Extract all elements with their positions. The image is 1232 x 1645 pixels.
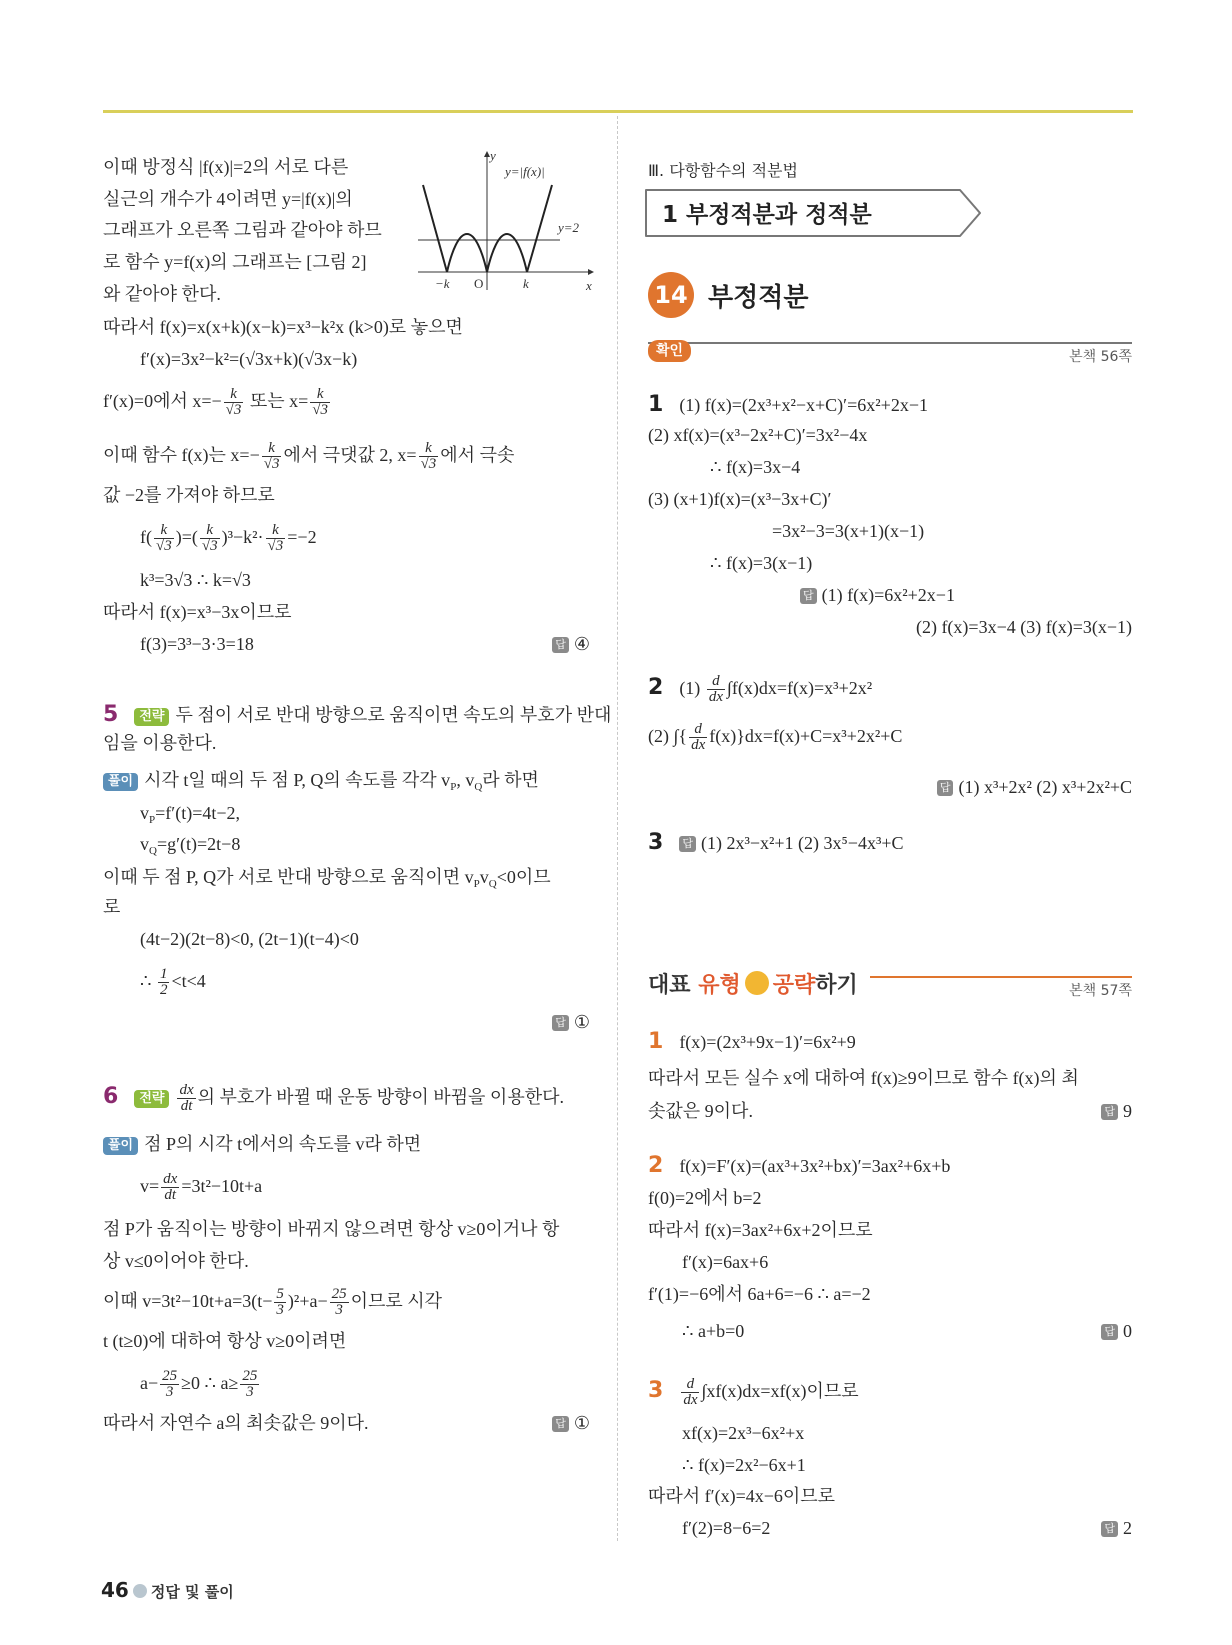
text-segment: f(: [140, 527, 152, 547]
text-line: [103, 279, 221, 309]
denominator: 3: [276, 1302, 284, 1319]
numerator: k: [154, 523, 174, 539]
denominator: dx: [708, 689, 723, 706]
check-page-ref: 본책 56쪽: [1069, 349, 1132, 365]
heading-word: 공략: [772, 973, 816, 998]
text-segment: f′(x)=3x²−k²=(√3x+k)(√3x−k): [140, 349, 358, 369]
text-line: [103, 247, 367, 277]
text-segment: 따라서 자연수 a의 최솟값은 9이다.: [103, 1413, 369, 1433]
text-line: [103, 152, 348, 182]
text-segment: (1) f(x)=(2x³+x²−x+C)′=6x²+2x−1: [679, 395, 928, 415]
column-divider: [617, 116, 618, 1541]
answer-line: [1101, 1316, 1132, 1346]
problem-number: 1: [648, 392, 664, 417]
text-segment: 로 함수 y=f(x)의 그래프는 [그림 2]: [103, 252, 367, 272]
fraction: [274, 1287, 286, 1318]
text-line: [648, 1376, 859, 1409]
text-line: [648, 1279, 871, 1309]
check-tag: 확인: [648, 340, 691, 362]
text-segment: =3t²−10t+a: [181, 1176, 263, 1196]
fraction: [240, 1369, 259, 1400]
x-axis-label: x: [586, 278, 592, 293]
text-line: [140, 1368, 261, 1401]
problem-number: 2: [648, 1153, 664, 1178]
text-segment: f(x)=(2x³+9x−1)′=6x²+9: [679, 1032, 856, 1052]
curve-label: y=|f(x)|: [505, 164, 545, 179]
tick-neg-k: −k: [435, 276, 450, 291]
answer-line: [937, 772, 1132, 802]
numerator: dx: [163, 1171, 178, 1188]
problem-number: 1: [648, 1029, 664, 1054]
denominator: 3: [335, 1302, 343, 1319]
subscript: P: [450, 781, 457, 793]
text-segment: (1) x³+2x² (2) x³+2x²+C: [958, 777, 1132, 797]
text-segment: f(x)}dx=f(x)+C=x³+2x²+C: [709, 726, 903, 746]
subscript: Q: [149, 845, 157, 857]
subscript: P: [149, 814, 156, 826]
text-segment: f(0)=2에서 b=2: [648, 1188, 762, 1208]
text-segment: v: [140, 834, 149, 854]
numerator: 5: [276, 1286, 284, 1303]
fraction: [310, 387, 330, 418]
text-segment: ∴: [140, 971, 156, 991]
tick-k: k: [523, 276, 529, 291]
text-segment: )=(: [175, 527, 198, 547]
heading-word: 대표: [648, 973, 691, 998]
problem-number: 3: [648, 830, 664, 855]
text-segment: v: [479, 867, 489, 887]
text-segment: ∫f(x)dx=f(x)=x³+2x²: [726, 678, 873, 698]
denominator: dx: [691, 737, 706, 754]
numerator: d: [689, 722, 707, 738]
text-line: [103, 700, 611, 730]
answer-badge: 답: [679, 836, 696, 852]
text-line: [682, 1513, 770, 1543]
text-segment: k³=3√3 ∴ k=√3: [140, 570, 251, 590]
solution-tag: 풀이: [103, 1137, 138, 1155]
chapter-heading: Ⅲ. 다항함수의 적분법: [648, 161, 798, 180]
text-line: [103, 862, 551, 892]
text-segment: =f′(t)=4t−2,: [155, 803, 241, 823]
text-line: [140, 829, 240, 859]
text-segment: (2) xf(x)=(x³−2x²+C)′=3x²−4x: [648, 425, 868, 445]
type-strategy-heading: [648, 968, 858, 999]
text-segment: 따라서 모든 실수 x에 대하여 f(x)≥9이므로 함수 f(x)의 최: [648, 1068, 1079, 1088]
text-segment: =g′(t)=2t−8: [156, 834, 241, 854]
numerator: dx: [179, 1082, 194, 1099]
fraction: [161, 1172, 179, 1203]
answer-line: [1101, 1096, 1132, 1126]
text-segment: 솟값은 9이다.: [648, 1101, 753, 1121]
text-segment: a−: [140, 1373, 159, 1393]
unit-title: 부정적분: [708, 283, 809, 313]
text-segment: ∴ a+b=0: [682, 1321, 745, 1341]
text-segment: (1) f(x)=6x²+2x−1: [821, 585, 955, 605]
fraction: [707, 674, 725, 705]
text-segment: 상 v≤0이어야 한다.: [103, 1251, 249, 1271]
text-segment: xf(x)=2x³−6x²+x: [682, 1423, 805, 1443]
line-label: y=2: [558, 220, 580, 235]
text-segment: 이때 함수 f(x)는 x=−: [103, 445, 260, 465]
answer-badge: 답: [1101, 1521, 1118, 1537]
text-segment: f′(2)=8−6=2: [682, 1518, 771, 1538]
text-line: [103, 765, 539, 795]
answer-badge: 답: [552, 637, 569, 653]
text-segment: (2) f(x)=3x−4 (3) f(x)=3(x−1): [915, 617, 1132, 637]
text-segment: 와 같아야 한다.: [103, 284, 221, 304]
section-title: 1 부정적분과 정적분: [662, 202, 872, 228]
text-line: [682, 1418, 804, 1448]
text-segment: ∴ f(x)=3(x−1): [710, 553, 813, 573]
heading-word: 하기: [815, 973, 858, 998]
fraction: [266, 523, 286, 554]
footer-label: 정답 및 풀이: [150, 1583, 234, 1601]
footer: [101, 1578, 234, 1602]
numerator: 25: [162, 1368, 178, 1385]
fraction: [177, 1083, 195, 1114]
denominator: 3: [246, 1384, 254, 1401]
type-page-ref: 본책 57쪽: [1069, 983, 1132, 999]
text-segment: 따라서 f(x)=3ax²+6x+2이므로: [648, 1220, 873, 1240]
numerator: d: [707, 674, 725, 690]
text-line: [103, 480, 275, 510]
denominator: √3: [420, 456, 437, 473]
text-line: [103, 728, 216, 758]
x-axis-arrow-icon: [588, 269, 594, 275]
text-line: [648, 420, 867, 450]
text-segment: ④: [573, 634, 590, 654]
denominator: dt: [164, 1187, 177, 1204]
strategy-tag: 전략: [134, 708, 169, 726]
problem-number: 6: [103, 1084, 119, 1109]
unit-number-badge: 14: [648, 272, 694, 318]
text-line: [140, 629, 254, 659]
text-line: [103, 1286, 443, 1319]
text-segment: 0: [1123, 1321, 1132, 1341]
text-line: [103, 184, 353, 214]
text-segment: (3) (x+1)f(x)=(x³−3x+C)′: [648, 489, 832, 509]
denominator: 3: [165, 1384, 174, 1401]
numerator: 1: [159, 966, 168, 983]
fraction: [330, 1287, 349, 1318]
text-segment: 따라서 f(x)=x(x+k)(x−k)=x³−k²x (k>0)로 놓으면: [103, 317, 463, 337]
text-segment: (1) 2x³−x²+1 (2) 3x⁵−4x³+C: [700, 833, 904, 853]
text-segment: t (t≥0)에 대하여 항상 v≥0이려면: [103, 1331, 347, 1351]
text-line: [648, 1183, 762, 1213]
numerator: k: [419, 441, 439, 457]
text-segment: 점 P의 시각 t에서의 속도를 v라 하면: [144, 1134, 422, 1154]
text-line: [648, 828, 904, 858]
text-segment: 실근의 개수가 4이려면 y=|f(x)|의: [103, 189, 353, 209]
text-line: [800, 580, 955, 610]
denominator: √3: [156, 538, 172, 555]
text-line: [103, 386, 332, 419]
text-segment: 이때 방정식 |f(x)|=2의 서로 다른: [103, 157, 349, 177]
text-segment: ∴ f(x)=3x−4: [710, 457, 801, 477]
text-segment: ≥0 ∴ a≥: [181, 1373, 239, 1393]
text-segment: ∫xf(x)dx=xf(x)이므로: [701, 1381, 859, 1401]
answer-badge: 답: [552, 1015, 569, 1031]
answer-line: [552, 1408, 590, 1438]
top-rule: [103, 110, 1133, 113]
numerator: d: [681, 1377, 699, 1393]
text-segment: (2) ∫{: [648, 726, 688, 746]
solution-tag: 풀이: [103, 773, 138, 791]
denominator: √3: [263, 456, 280, 473]
text-segment: 두 점이 서로 반대 방향으로 움직이면 속도의 부호가 반대: [175, 705, 612, 725]
text-segment: 에서 극댓값 2, x=: [283, 445, 417, 465]
denominator: √3: [267, 538, 284, 555]
text-line: [140, 798, 240, 828]
problem-number: 5: [103, 702, 119, 727]
text-segment: 에서 극솟: [440, 445, 515, 465]
text-segment: )³−k²·: [221, 527, 264, 547]
problem-number: 2: [648, 675, 664, 700]
text-segment: ∴ f(x)=2x²−6x+1: [682, 1455, 806, 1475]
numerator: k: [262, 441, 282, 457]
text-segment: f′(1)=−6에서 6a+6=−6 ∴ a=−2: [648, 1284, 871, 1304]
fraction: [154, 523, 174, 554]
denominator: √3: [201, 538, 218, 555]
subscript: Q: [488, 878, 497, 890]
text-segment: <0이므: [496, 867, 551, 887]
fraction: [262, 441, 282, 472]
text-segment: 로: [103, 897, 121, 917]
text-line: [648, 721, 903, 754]
y-axis-label: y: [490, 150, 496, 163]
text-segment: f(x)=F′(x)=(ax³+3x²+bx)′=3ax²+6x+b: [679, 1156, 951, 1176]
text-segment: 이므로 시각: [350, 1291, 443, 1311]
answer-badge: 답: [937, 780, 954, 796]
text-segment: 임을 이용한다.: [103, 733, 217, 753]
text-line: [103, 1129, 421, 1159]
text-segment: (4t−2)(2t−8)<0, (2t−1)(t−4)<0: [140, 929, 359, 949]
heading-word: 유형: [698, 973, 741, 998]
text-line: [648, 390, 928, 420]
text-line: [140, 344, 357, 374]
text-segment: f′(x)=0에서 x=−: [103, 391, 222, 411]
lightbulb-icon: [745, 971, 769, 995]
text-segment: =3x²−3=3(x+1)(x−1): [772, 521, 925, 541]
answer-line: [552, 1007, 590, 1037]
text-segment: 2: [1123, 1518, 1132, 1538]
denominator: dt: [180, 1098, 193, 1115]
text-segment: <t<4: [171, 971, 206, 991]
numerator: 25: [242, 1368, 258, 1385]
text-line: [710, 548, 812, 578]
problem-number: 3: [648, 1378, 664, 1403]
text-segment: 점 P가 움직이는 방향이 바뀌지 않으려면 항상 v≥0이거나 항: [103, 1219, 560, 1239]
denominator: √3: [312, 402, 329, 419]
fraction: [200, 523, 220, 554]
text-segment: =−2: [287, 527, 317, 547]
text-line: [648, 1063, 1079, 1093]
type-heading-rule: [870, 976, 1132, 978]
text-line: [682, 1450, 806, 1480]
text-line: [103, 1326, 346, 1356]
text-line: [103, 215, 382, 245]
answer-badge: 답: [1101, 1324, 1118, 1340]
denominator: √3: [225, 402, 242, 419]
text-segment: )²+a−: [287, 1291, 328, 1311]
fraction: [681, 1377, 699, 1408]
text-line: [103, 597, 292, 627]
text-segment: v: [140, 803, 149, 823]
text-line: [710, 452, 800, 482]
check-divider: [648, 342, 1132, 344]
text-line: [140, 522, 317, 555]
text-segment: 따라서 f′(x)=4x−6이므로: [648, 1486, 836, 1506]
text-segment: f(3)=3³−3·3=18: [140, 634, 254, 654]
text-line: [140, 966, 206, 999]
text-line: [103, 312, 463, 342]
text-segment: 의 부호가 바뀔 때 운동 방향이 바뀜을 이용한다.: [197, 1087, 564, 1107]
answer-line: [552, 629, 590, 659]
numerator: k: [266, 523, 286, 539]
page-number: 46: [101, 1578, 129, 1602]
text-line: [648, 1027, 856, 1057]
text-line: [648, 1215, 873, 1245]
numerator: k: [224, 387, 244, 403]
origin-label: O: [474, 276, 484, 291]
text-line: [648, 673, 873, 706]
fraction: [160, 1369, 179, 1400]
text-line: [682, 1316, 744, 1346]
fraction: [419, 441, 439, 472]
text-line: [103, 1214, 559, 1244]
fraction: [689, 722, 707, 753]
text-segment: (1): [679, 678, 705, 698]
numerator: k: [200, 523, 220, 539]
text-segment: ①: [573, 1413, 590, 1433]
text-segment: 이때 v=3t²−10t+a=3(t−: [103, 1291, 273, 1311]
text-segment: 라 하면: [482, 770, 539, 790]
answer-line: [916, 612, 1132, 642]
denominator: dx: [683, 1392, 698, 1409]
text-line: [140, 924, 359, 954]
text-line: [140, 1171, 263, 1204]
text-line: [103, 440, 515, 473]
text-segment: f′(x)=6ax+6: [682, 1252, 769, 1272]
text-segment: v=: [140, 1176, 160, 1196]
numerator: k: [310, 387, 330, 403]
text-line: [772, 516, 924, 546]
text-segment: 시각 t일 때의 두 점 P, Q의 속도를 각각 v: [144, 770, 451, 790]
text-line: [103, 892, 120, 922]
text-segment: 따라서 f(x)=x³−3x이므로: [103, 602, 292, 622]
fraction: [158, 967, 170, 998]
text-line: [648, 1096, 753, 1126]
numerator: 25: [331, 1286, 347, 1303]
text-segment: 9: [1123, 1101, 1132, 1121]
text-line: [648, 1151, 950, 1181]
subscript: Q: [474, 781, 483, 793]
text-line: [103, 1246, 249, 1276]
strategy-tag: 전략: [134, 1090, 169, 1108]
denominator: 2: [159, 982, 168, 999]
text-segment: 값 −2를 가져야 하므로: [103, 485, 275, 505]
answer-line: [1101, 1513, 1132, 1543]
text-line: [103, 1408, 369, 1438]
footer-dot-icon: [133, 1584, 147, 1598]
answer-badge: 답: [552, 1416, 569, 1432]
answer-badge: 답: [800, 588, 817, 604]
text-segment: ①: [573, 1012, 590, 1032]
text-line: [648, 484, 831, 514]
text-segment: 이때 두 점 P, Q가 서로 반대 방향으로 움직이면 v: [103, 867, 474, 887]
abs-f-graph: [410, 150, 595, 295]
text-line: [103, 1082, 564, 1115]
text-line: [140, 565, 251, 595]
text-segment: 그래프가 오른쪽 그림과 같아야 하므: [103, 220, 382, 240]
text-line: [648, 1481, 835, 1511]
text-line: [682, 1247, 768, 1277]
answer-badge: 답: [1101, 1104, 1118, 1120]
text-segment: 또는 x=: [245, 391, 309, 411]
fraction: [224, 387, 244, 418]
subscript: P: [473, 878, 480, 890]
text-segment: , v: [456, 770, 475, 790]
